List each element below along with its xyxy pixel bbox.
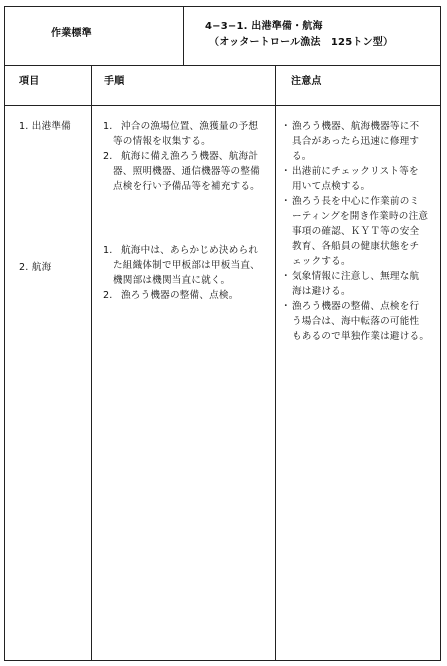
procedure-1-2-line: 航海に備え漁ろう機器、航海計 — [121, 151, 259, 162]
note-line: 具合があったら迅速に修理す — [292, 136, 420, 147]
column-header-notes: 注意点 — [291, 76, 322, 87]
table-frame — [4, 6, 441, 661]
header-split-line — [183, 7, 184, 65]
note-line: 出港前にチェックリスト等を — [292, 166, 419, 177]
note-bullet: ・ — [281, 196, 291, 207]
note-line: もあるので単独作業は避ける。 — [292, 331, 430, 342]
column-header-divider — [5, 105, 440, 106]
note-bullet: ・ — [281, 301, 291, 312]
sheet-subtitle: （オッタートロール漁法 125トン型） — [209, 37, 394, 48]
procedure-2-1-line: 航海中は、あらかじめ決められ — [121, 245, 259, 256]
procedure-1-1-line: 等の情報を収集する。 — [113, 136, 211, 147]
note-line: 気象情報に注意し、無理な航 — [292, 271, 420, 282]
column-header-item: 項目 — [19, 76, 40, 87]
note-line: ェックする。 — [292, 256, 351, 267]
procedure-2-2-number: 2. — [103, 290, 113, 301]
sheet-label: 作業標準 — [51, 28, 92, 39]
column-header-procedure: 手順 — [104, 76, 125, 87]
note-bullet: ・ — [281, 166, 291, 177]
item-voyage: 2. 航海 — [19, 262, 52, 273]
note-line: 漁ろう機器、航海機器等に不 — [292, 121, 420, 132]
note-line: 教育、各船員の健康状態をチ — [292, 241, 420, 252]
note-bullet: ・ — [281, 271, 291, 282]
note-line: 事項の確認、ＫＹＴ等の安全 — [292, 226, 420, 237]
procedure-1-1-number: 1. — [103, 121, 113, 132]
procedure-1-2-line: 器、照明機器、通信機器等の整備 — [113, 166, 260, 177]
procedure-2-1-number: 1. — [103, 245, 113, 256]
note-line: 漁ろう長を中心に作業前のミ — [292, 196, 420, 207]
note-line: 漁ろう機器の整備、点検を行 — [292, 301, 420, 312]
sheet-title: 4−3−1. 出港準備・航海 — [205, 21, 323, 32]
procedure-column-line — [275, 65, 276, 660]
procedure-2-1-line: た組織体制で甲板部は甲板当直、 — [113, 260, 260, 271]
procedure-1-2-number: 2. — [103, 151, 113, 162]
item-column-line — [91, 65, 92, 660]
procedure-1-2-line: 点検を行い予備品等を補充する。 — [113, 181, 260, 192]
header-divider — [5, 65, 440, 66]
note-line: う場合は、海中転落の可能性 — [292, 316, 420, 327]
procedure-1-1-line: 沖合の漁場位置、漁獲量の予想 — [121, 121, 259, 132]
note-bullet: ・ — [281, 121, 291, 132]
procedure-2-1-line: 機関部は機関当直に就く。 — [113, 275, 231, 286]
note-line: ーティングを開き作業時の注意 — [292, 211, 429, 222]
item-departure-prep: 1. 出港準備 — [19, 121, 71, 132]
procedure-2-2-line: 漁ろう機器の整備、点検。 — [121, 290, 239, 301]
note-line: 用いて点検する。 — [292, 181, 371, 192]
note-line: 海は避ける。 — [292, 286, 351, 297]
note-line: る。 — [292, 151, 312, 162]
